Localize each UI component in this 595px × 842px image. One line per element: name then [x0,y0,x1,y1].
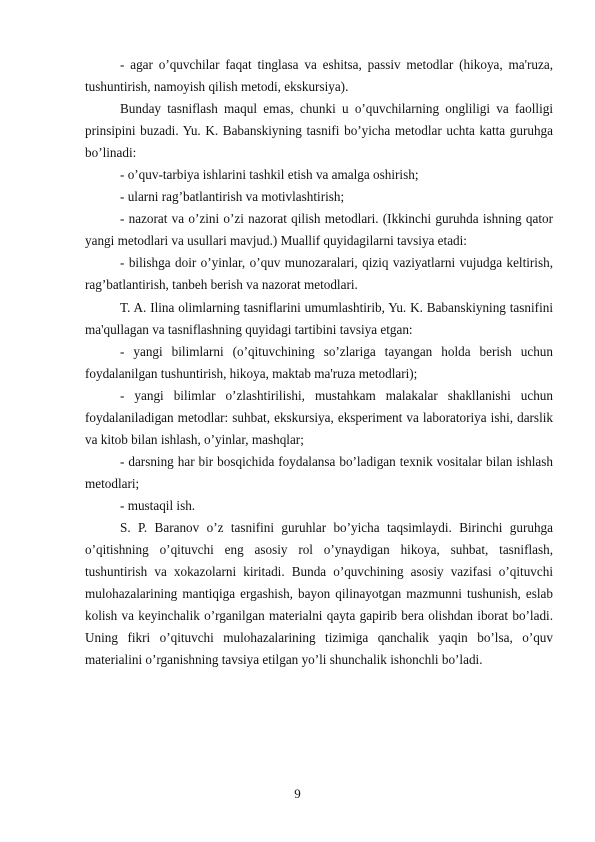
list-item-new-knowledge: - yangi bilimlarni (o’qituvchining so’zlariga tayangan holda berish uchun foydalanilgan tushuntirish, hikoya, maktab ma'ruza metodlari); [85,343,553,381]
list-item-motivation: - ularni rag’batlantirish va motivlashtirish; [120,189,345,205]
page-number: 9 [294,786,301,801]
list-item-organization: - o’quv-tarbiya ishlarini tashkil etish va amalga oshirish; [120,167,419,183]
list-item-games-discussions: - bilishga doir o’yinlar, o’quv munozaralari, qiziq vaziyatlarni vujudga keltirish, rag’batlantirish, tanbeh berish va nazorat metodlari. [85,255,553,293]
paragraph-passive-methods: - agar o’quvchilar faqat tinglasa va eshitsa, passiv metodlar (hikoya, ma'ruza, tushuntirish, namoyish qilish metodi, ekskursiya). [85,57,553,95]
paragraph-babanskiy-classification: Bunday tasniflash maqul emas, chunki u o’quvchilarning ongliligi va faolligi prinsipini buzadi. Yu. K. Babanskiyning tasnifi bo’yicha metodlar uchta katta guruhga bo’linadi: [85,101,553,161]
body-text [85,54,553,671]
list-item-skills-methods: - yangi bilimlar o’zlashtirilishi, mustahkam malakalar shakllanishi uchun foydalaniladigan metodlar: suhbat, ekskursiya, eksperiment va laboratoriya ishi, darslik va kitob bilan ishlash, o’yinlar, mashqlar; [85,387,553,447]
paragraph-baranov-classification: S. P. Baranov o’z tasnifini guruhlar bo’yicha taqsimlaydi. Birinchi guruhga o’qitishning o’qituvchi eng asosiy rol o’ynaydigan hikoya, suhbat, tasniflash, tushuntirish va xokazolarni kiritadi. Bunda o’quvchining asosiy vazifasi o’qituvchi mulohazalarining mantiqiga ergashish, bayon qilinayotgan mazmunni tushunish, eslab kolish va keyinchalik o’rganilgan materialni qayta gapirib bera olishdan iborat bo’ladi. Uning fikri o’qituvchi mulohazalarining tizimiga qanchalik yaqin bo’lsa, o’quv materialini o’rganishning tavsiya etilgan yo’li shunchalik ishonchli bo’ladi. [85,519,553,668]
paragraph-ilina-classification: T. A. Ilina olimlarning tasniflarini umumlashtirib, Yu. K. Babanskiyning tasnifini ma'qullagan va tasniflashning quyidagi tartibini tavsiya etgan: [85,299,553,337]
list-item-control-methods: - nazorat va o’zini o’zi nazorat qilish metodlari. (Ikkinchi guruhda ishning qator yangi metodlari va usullari mavjud.) Muallif quyidagilarni tavsiya etadi: [85,211,553,249]
list-item-technical-means: - darsning har bir bosqichida foydalansa bo’ladigan texnik vositalar bilan ishlash metodlari; [85,453,553,491]
list-item-independent-work: - mustaqil ish. [120,497,196,513]
